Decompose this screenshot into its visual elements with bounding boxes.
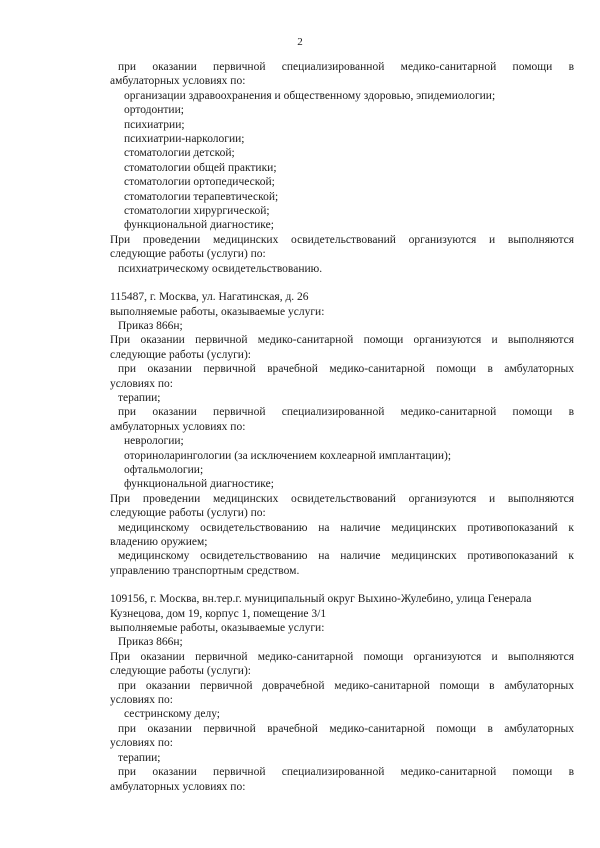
text-line: терапии; bbox=[118, 751, 161, 764]
text-line: Приказ 866н; bbox=[118, 636, 183, 649]
text-line: амбулаторных условиях по: bbox=[110, 75, 246, 88]
text-line: функциональной диагностике; bbox=[124, 478, 274, 491]
text-line: При оказании первичной медико-санитарной помощи организуются и выполняются bbox=[110, 334, 574, 347]
text-line: выполняемые работы, оказываемые услуги: bbox=[110, 305, 325, 318]
text-line: условиях по: bbox=[110, 377, 173, 390]
text-line: При оказании первичной медико-санитарной помощи организуются и выполняются bbox=[110, 650, 574, 663]
text-line: стоматологии ортопедической; bbox=[124, 176, 275, 189]
text-line: выполняемые работы, оказываемые услуги: bbox=[110, 622, 325, 635]
text-line: 115487, г. Москва, ул. Нагатинская, д. 26 bbox=[110, 291, 309, 304]
text-line: стоматологии общей практики; bbox=[124, 161, 277, 174]
text-line: Приказ 866н; bbox=[118, 319, 183, 332]
text-line: организации здравоохранения и общественному здоровью, эпидемиологии; bbox=[124, 89, 496, 102]
text-line: психиатрии-наркологии; bbox=[124, 133, 245, 146]
text-line: условиях по: bbox=[110, 737, 173, 750]
text-line: следующие работы (услуги): bbox=[110, 665, 251, 678]
text-line: неврологии; bbox=[124, 435, 184, 448]
text-line: медицинскому освидетельствованию на наличие медицинских противопоказаний к bbox=[118, 521, 574, 534]
text-line: при оказании первичной врачебной медико-санитарной помощи в амбулаторных bbox=[118, 722, 574, 735]
paragraph-gap bbox=[110, 276, 574, 290]
text-line: 109156, г. Москва, вн.тер.г. муниципальный округ Выхино-Жулебино, улица Генерала bbox=[110, 593, 532, 606]
text-line: следующие работы (услуги): bbox=[110, 348, 251, 361]
text-line: следующие работы (услуги) по: bbox=[110, 507, 266, 520]
paragraph-gap bbox=[110, 578, 574, 592]
text-line: психиатрическому освидетельствованию. bbox=[118, 262, 323, 275]
text-line: при оказании первичной специализированной медико-санитарной помощи в bbox=[118, 766, 574, 779]
text-line: при оказании первичной доврачебной медико-санитарной помощи в амбулаторных bbox=[118, 679, 574, 692]
text-line: ортодонтии; bbox=[124, 104, 184, 117]
page-number: 2 bbox=[297, 36, 303, 48]
text-line: сестринскому делу; bbox=[124, 708, 220, 721]
text-line: при оказании первичной врачебной медико-санитарной помощи в амбулаторных bbox=[118, 363, 574, 376]
text-line: амбулаторных условиях по: bbox=[110, 780, 246, 793]
text-line: терапии; bbox=[118, 391, 161, 404]
text-line: стоматологии детской; bbox=[124, 147, 235, 160]
text-line: медицинскому освидетельствованию на наличие медицинских противопоказаний к bbox=[118, 550, 574, 563]
document-body bbox=[110, 60, 574, 794]
text-line: При проведении медицинских освидетельствований организуются и выполняются bbox=[110, 233, 574, 246]
text-line: офтальмологии; bbox=[124, 463, 204, 476]
text-line: стоматологии терапевтической; bbox=[124, 190, 279, 203]
text-line: психиатрии; bbox=[124, 118, 185, 131]
text-line: амбулаторных условиях по: bbox=[110, 420, 246, 433]
text-line: условиях по: bbox=[110, 694, 173, 707]
text-line: следующие работы (услуги) по: bbox=[110, 248, 266, 261]
text-line: управлению транспортным средством. bbox=[110, 564, 300, 577]
text-line: При проведении медицинских освидетельствований организуются и выполняются bbox=[110, 492, 574, 505]
text-line: при оказании первичной специализированной медико-санитарной помощи в bbox=[118, 406, 574, 419]
text-line: оториноларингологии (за исключением кохлеарной имплантации); bbox=[124, 449, 452, 462]
text-line: владению оружием; bbox=[110, 536, 208, 548]
text-line: стоматологии хирургической; bbox=[124, 205, 270, 218]
text-line: при оказании первичной специализированной медико-санитарной помощи в bbox=[118, 61, 574, 73]
text-line: Кузнецова, дом 19, корпус 1, помещение 3/1 bbox=[110, 607, 327, 620]
text-line: функциональной диагностике; bbox=[124, 219, 274, 232]
